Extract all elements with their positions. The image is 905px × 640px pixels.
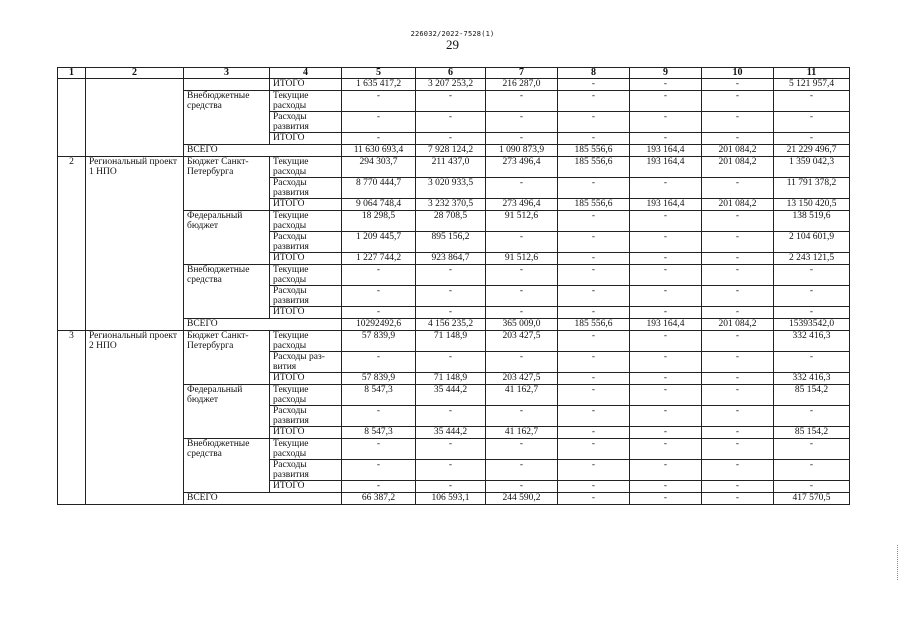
value-cell: 332 416,3: [774, 331, 850, 352]
expense-type-cell: ИТОГО: [270, 199, 342, 211]
expense-type-cell: Текущие расходы: [270, 385, 342, 406]
total-label-cell: ВСЕГО: [184, 319, 342, 331]
value-cell: -: [342, 133, 416, 145]
value-cell: 1 090 873,9: [486, 145, 558, 157]
value-cell: -: [558, 133, 630, 145]
expense-type-cell: Текущие расходы: [270, 331, 342, 352]
expense-type-cell: ИТОГО: [270, 373, 342, 385]
value-cell: 5 121 957,4: [774, 79, 850, 91]
value-cell: -: [702, 286, 774, 307]
value-cell: 57 839,9: [342, 331, 416, 352]
value-cell: -: [702, 133, 774, 145]
value-cell: 273 496,4: [486, 199, 558, 211]
value-cell: -: [416, 439, 486, 460]
value-cell: 18 298,5: [342, 211, 416, 232]
value-cell: -: [630, 385, 702, 406]
value-cell: -: [486, 112, 558, 133]
row-number-cell: 3: [58, 331, 86, 505]
value-cell: -: [486, 133, 558, 145]
value-cell: -: [342, 352, 416, 373]
value-cell: 294 303,7: [342, 157, 416, 178]
value-cell: 193 164,4: [630, 319, 702, 331]
value-cell: -: [774, 91, 850, 112]
table-row: [58, 79, 850, 91]
value-cell: 91 512,6: [486, 211, 558, 232]
funding-source-cell: Внебюджетные средства: [184, 91, 270, 145]
value-cell: 193 164,4: [630, 157, 702, 178]
value-cell: 66 387,2: [342, 493, 416, 505]
budget-table: [57, 67, 850, 505]
expense-type-cell: Расходы развития: [270, 232, 342, 253]
value-cell: -: [630, 265, 702, 286]
value-cell: 4 156 235,2: [416, 319, 486, 331]
value-cell: -: [702, 178, 774, 199]
value-cell: -: [486, 439, 558, 460]
value-cell: -: [630, 352, 702, 373]
value-cell: -: [416, 307, 486, 319]
expense-type-cell: Расходы развития: [270, 286, 342, 307]
value-cell: 201 084,2: [702, 199, 774, 211]
value-cell: 41 162,7: [486, 427, 558, 439]
value-cell: 244 590,2: [486, 493, 558, 505]
value-cell: 8 547,3: [342, 385, 416, 406]
value-cell: 41 162,7: [486, 385, 558, 406]
value-cell: -: [774, 439, 850, 460]
value-cell: -: [558, 253, 630, 265]
value-cell: 85 154,2: [774, 385, 850, 406]
value-cell: 1 209 445,7: [342, 232, 416, 253]
value-cell: 185 556,6: [558, 157, 630, 178]
value-cell: -: [774, 133, 850, 145]
value-cell: -: [774, 406, 850, 427]
row-number-cell: 2: [58, 157, 86, 331]
value-cell: 8 770 444,7: [342, 178, 416, 199]
value-cell: -: [558, 427, 630, 439]
value-cell: -: [486, 307, 558, 319]
funding-source-cell: Федеральный бюджет: [184, 385, 270, 439]
total-label-cell: ВСЕГО: [184, 145, 342, 157]
value-cell: -: [702, 427, 774, 439]
value-cell: -: [702, 91, 774, 112]
value-cell: -: [702, 385, 774, 406]
value-cell: -: [774, 352, 850, 373]
value-cell: 8 547,3: [342, 427, 416, 439]
value-cell: 11 630 693,4: [342, 145, 416, 157]
value-cell: 21 229 496,7: [774, 145, 850, 157]
value-cell: -: [558, 286, 630, 307]
expense-type-cell: ИТОГО: [270, 481, 342, 493]
value-cell: 3 232 370,5: [416, 199, 486, 211]
value-cell: -: [416, 286, 486, 307]
document-code: 226032/2022-7528(1): [410, 30, 495, 38]
expense-type-cell: Расходы развития: [270, 406, 342, 427]
value-cell: -: [558, 439, 630, 460]
column-header: 6: [416, 68, 486, 79]
table-header-row: [58, 68, 850, 79]
margin-marks: [897, 545, 904, 580]
expense-type-cell: ИТОГО: [270, 253, 342, 265]
value-cell: -: [630, 406, 702, 427]
value-cell: -: [630, 493, 702, 505]
value-cell: 203 427,5: [486, 331, 558, 352]
value-cell: 185 556,6: [558, 145, 630, 157]
value-cell: -: [558, 307, 630, 319]
value-cell: 201 084,2: [702, 145, 774, 157]
value-cell: 3 020 933,5: [416, 178, 486, 199]
table-row: [58, 331, 850, 352]
value-cell: 57 839,9: [342, 373, 416, 385]
project-name-cell: Региональный проект 1 НПО: [86, 157, 184, 331]
value-cell: -: [558, 91, 630, 112]
expense-type-cell: ИТОГО: [270, 427, 342, 439]
value-cell: 7 928 124,2: [416, 145, 486, 157]
value-cell: -: [342, 265, 416, 286]
value-cell: -: [702, 265, 774, 286]
value-cell: -: [702, 352, 774, 373]
value-cell: 3 207 253,2: [416, 79, 486, 91]
value-cell: -: [486, 232, 558, 253]
funding-source-cell: Внебюджетные средства: [184, 265, 270, 319]
value-cell: -: [702, 331, 774, 352]
value-cell: -: [416, 265, 486, 286]
value-cell: -: [702, 373, 774, 385]
value-cell: 35 444,2: [416, 427, 486, 439]
funding-source-cell: Федеральный бюджет: [184, 211, 270, 265]
row-number-cell: [58, 79, 86, 157]
funding-source-cell: Бюджет Санкт-Петербурга: [184, 331, 270, 385]
value-cell: -: [702, 307, 774, 319]
value-cell: 201 084,2: [702, 157, 774, 178]
value-cell: -: [774, 307, 850, 319]
funding-source-cell: Бюджет Санкт-Петербурга: [184, 157, 270, 211]
column-header: 8: [558, 68, 630, 79]
value-cell: 11 791 378,2: [774, 178, 850, 199]
value-cell: -: [416, 91, 486, 112]
value-cell: -: [416, 112, 486, 133]
value-cell: 9 064 748,4: [342, 199, 416, 211]
value-cell: -: [558, 385, 630, 406]
funding-source-cell: [184, 79, 270, 91]
value-cell: -: [342, 439, 416, 460]
value-cell: -: [558, 232, 630, 253]
value-cell: -: [558, 406, 630, 427]
value-cell: -: [630, 373, 702, 385]
value-cell: -: [630, 232, 702, 253]
column-header: 4: [270, 68, 342, 79]
value-cell: -: [630, 133, 702, 145]
value-cell: -: [630, 481, 702, 493]
value-cell: 1 227 744,2: [342, 253, 416, 265]
total-label-cell: ВСЕГО: [184, 493, 342, 505]
value-cell: 2 243 121,5: [774, 253, 850, 265]
column-header: 11: [774, 68, 850, 79]
value-cell: 193 164,4: [630, 145, 702, 157]
value-cell: -: [558, 112, 630, 133]
value-cell: -: [630, 178, 702, 199]
value-cell: -: [486, 406, 558, 427]
value-cell: 417 570,5: [774, 493, 850, 505]
column-header: 5: [342, 68, 416, 79]
value-cell: 91 512,6: [486, 253, 558, 265]
value-cell: 13 150 420,5: [774, 199, 850, 211]
value-cell: -: [416, 460, 486, 481]
column-header: 3: [184, 68, 270, 79]
value-cell: 273 496,4: [486, 157, 558, 178]
value-cell: 185 556,6: [558, 319, 630, 331]
value-cell: 923 864,7: [416, 253, 486, 265]
value-cell: -: [702, 493, 774, 505]
value-cell: 216 287,0: [486, 79, 558, 91]
value-cell: -: [702, 232, 774, 253]
value-cell: -: [630, 286, 702, 307]
value-cell: 138 519,6: [774, 211, 850, 232]
value-cell: -: [342, 406, 416, 427]
column-header: 2: [86, 68, 184, 79]
expense-type-cell: Текущие расходы: [270, 91, 342, 112]
value-cell: -: [630, 307, 702, 319]
value-cell: -: [342, 112, 416, 133]
value-cell: -: [774, 112, 850, 133]
value-cell: -: [702, 211, 774, 232]
expense-type-cell: ИТОГО: [270, 133, 342, 145]
value-cell: 1 359 042,3: [774, 157, 850, 178]
value-cell: -: [558, 211, 630, 232]
value-cell: -: [630, 439, 702, 460]
value-cell: -: [630, 460, 702, 481]
expense-type-cell: Текущие расходы: [270, 211, 342, 232]
column-header: 7: [486, 68, 558, 79]
value-cell: -: [558, 79, 630, 91]
value-cell: 71 148,9: [416, 331, 486, 352]
value-cell: -: [342, 481, 416, 493]
value-cell: -: [774, 460, 850, 481]
value-cell: -: [486, 178, 558, 199]
value-cell: -: [702, 112, 774, 133]
value-cell: -: [630, 79, 702, 91]
value-cell: 35 444,2: [416, 385, 486, 406]
expense-type-cell: Расходы развития: [270, 178, 342, 199]
value-cell: -: [416, 481, 486, 493]
value-cell: -: [774, 481, 850, 493]
value-cell: -: [630, 91, 702, 112]
value-cell: 193 164,4: [630, 199, 702, 211]
value-cell: -: [558, 352, 630, 373]
funding-source-cell: Внебюджетные средства: [184, 439, 270, 493]
value-cell: -: [774, 265, 850, 286]
value-cell: -: [342, 460, 416, 481]
value-cell: -: [630, 427, 702, 439]
value-cell: 203 427,5: [486, 373, 558, 385]
expense-type-cell: Расходы развития: [270, 112, 342, 133]
value-cell: -: [702, 439, 774, 460]
value-cell: -: [630, 211, 702, 232]
value-cell: -: [630, 112, 702, 133]
value-cell: 2 104 601,9: [774, 232, 850, 253]
expense-type-cell: Текущие расходы: [270, 265, 342, 286]
value-cell: -: [416, 133, 486, 145]
project-name-cell: Региональный проект 2 НПО: [86, 331, 184, 505]
value-cell: 332 416,3: [774, 373, 850, 385]
value-cell: -: [486, 460, 558, 481]
expense-type-cell: Текущие расходы: [270, 439, 342, 460]
expense-type-cell: ИТОГО: [270, 307, 342, 319]
value-cell: -: [558, 331, 630, 352]
value-cell: 28 708,5: [416, 211, 486, 232]
table-row: [58, 157, 850, 178]
value-cell: -: [774, 286, 850, 307]
value-cell: -: [486, 91, 558, 112]
value-cell: -: [630, 253, 702, 265]
value-cell: -: [702, 253, 774, 265]
expense-type-cell: ИТОГО: [270, 79, 342, 91]
value-cell: 106 593,1: [416, 493, 486, 505]
value-cell: -: [558, 265, 630, 286]
value-cell: 211 437,0: [416, 157, 486, 178]
value-cell: 1 635 417,2: [342, 79, 416, 91]
value-cell: 15393542,0: [774, 319, 850, 331]
value-cell: -: [558, 373, 630, 385]
value-cell: 895 156,2: [416, 232, 486, 253]
column-header: 1: [58, 68, 86, 79]
value-cell: -: [486, 481, 558, 493]
value-cell: -: [486, 265, 558, 286]
value-cell: -: [558, 178, 630, 199]
value-cell: -: [342, 286, 416, 307]
value-cell: -: [702, 79, 774, 91]
expense-type-cell: Текущие расходы: [270, 157, 342, 178]
page-number: 29: [446, 37, 459, 52]
value-cell: -: [558, 460, 630, 481]
value-cell: 185 556,6: [558, 199, 630, 211]
project-name-cell: [86, 79, 184, 157]
value-cell: 10292492,6: [342, 319, 416, 331]
value-cell: -: [630, 331, 702, 352]
value-cell: -: [702, 460, 774, 481]
expense-type-cell: Расходы раз-вития: [270, 352, 342, 373]
value-cell: 201 084,2: [702, 319, 774, 331]
value-cell: -: [342, 91, 416, 112]
value-cell: -: [486, 352, 558, 373]
value-cell: -: [486, 286, 558, 307]
value-cell: 85 154,2: [774, 427, 850, 439]
value-cell: 71 148,9: [416, 373, 486, 385]
value-cell: -: [558, 493, 630, 505]
value-cell: 365 009,0: [486, 319, 558, 331]
value-cell: -: [558, 481, 630, 493]
value-cell: -: [416, 406, 486, 427]
value-cell: -: [702, 481, 774, 493]
expense-type-cell: Расходы развития: [270, 460, 342, 481]
value-cell: -: [416, 352, 486, 373]
value-cell: -: [702, 406, 774, 427]
column-header: 9: [630, 68, 702, 79]
column-header: 10: [702, 68, 774, 79]
value-cell: -: [342, 307, 416, 319]
